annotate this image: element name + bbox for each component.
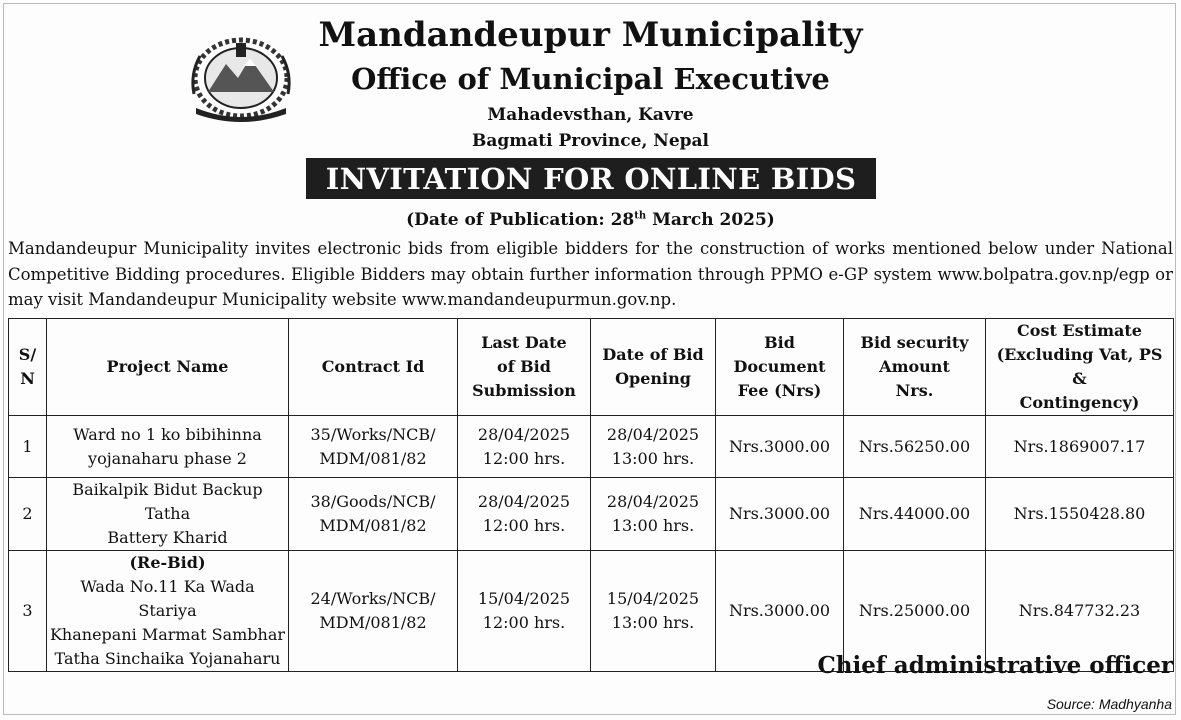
table-row — [9, 416, 1174, 478]
office-name: Office of Municipal Executive — [351, 62, 830, 96]
cell-contract-id: 38/Goods/NCB/ MDM/081/82 — [289, 478, 458, 551]
cell-last-date: 28/04/2025 12:00 hrs. — [458, 416, 591, 478]
cell-opening-date: 15/04/2025 13:00 hrs. — [591, 551, 716, 672]
header-last-date: Last Date of Bid Submission — [458, 319, 591, 416]
cell-cost-estimate: Nrs.847732.23 — [986, 551, 1174, 672]
cell-cost-estimate: Nrs.1869007.17 — [986, 416, 1174, 478]
address-line-2: Bagmati Province, Nepal — [472, 131, 709, 151]
cell-sn: 3 — [9, 551, 47, 672]
cell-contract-id: 24/Works/NCB/ MDM/081/82 — [289, 551, 458, 672]
intro-paragraph: Mandandeupur Municipality invites electronic bids from eligible bidders for the construction of works mentioned below under National Competitive Bidding procedures. Eligible Bidders may obtain further information through PPMO e-GP system www.bolpatra.gov.np/egp or may visit Mandandeupur Municipality website www.mandandeupurmun.gov.np. — [8, 239, 1173, 309]
header-contract-id: Contract Id — [289, 319, 458, 416]
table-row — [9, 478, 1174, 551]
cell-document-fee: Nrs.3000.00 — [716, 478, 844, 551]
table-header-row — [9, 319, 1174, 416]
cell-sn: 1 — [9, 416, 47, 478]
cell-project-name: Ward no 1 ko bibihinna yojanaharu phase 2 — [47, 416, 289, 478]
signatory-title: Chief administrative officer — [817, 652, 1173, 679]
cell-project-name: (Re-Bid) Wada No.11 Ka Wada Stariya Khanepani Marmat Sambhar Tatha Sinchaika Yojanaharu — [47, 551, 289, 672]
header-opening-date: Date of Bid Opening — [591, 319, 716, 416]
cell-bid-security: Nrs.56250.00 — [844, 416, 986, 478]
bids-table — [8, 318, 1174, 672]
cell-last-date: 28/04/2025 12:00 hrs. — [458, 478, 591, 551]
header-cost-estimate: Cost Estimate (Excluding Vat, PS & Contingency) — [986, 319, 1174, 416]
cell-sn: 2 — [9, 478, 47, 551]
header-document-fee: Bid Document Fee (Nrs) — [716, 319, 844, 416]
source-credit: Source: Madhyanha — [1046, 696, 1172, 712]
header-project-name: Project Name — [47, 319, 289, 416]
publication-date: (Date of Publication: 28th March 2025) — [406, 210, 775, 230]
rebid-note: (Re-Bid) — [129, 553, 206, 572]
cell-document-fee: Nrs.3000.00 — [716, 551, 844, 672]
cell-opening-date: 28/04/2025 13:00 hrs. — [591, 416, 716, 478]
cell-project-name: Baikalpik Bidut Backup Tatha Battery Kharid — [47, 478, 289, 551]
header-bid-security: Bid security Amount Nrs. — [844, 319, 986, 416]
cell-contract-id: 35/Works/NCB/ MDM/081/82 — [289, 416, 458, 478]
address-line-1: Mahadevsthan, Kavre — [487, 105, 694, 125]
municipality-name: Mandandeupur Municipality — [318, 15, 863, 55]
cell-cost-estimate: Nrs.1550428.80 — [986, 478, 1174, 551]
cell-document-fee: Nrs.3000.00 — [716, 416, 844, 478]
cell-bid-security: Nrs.25000.00 — [844, 551, 986, 672]
header-sn: S/ N — [9, 319, 47, 416]
cell-bid-security: Nrs.44000.00 — [844, 478, 986, 551]
cell-opening-date: 28/04/2025 13:00 hrs. — [591, 478, 716, 551]
notice-banner: INVITATION FOR ONLINE BIDS — [306, 158, 876, 199]
cell-last-date: 15/04/2025 12:00 hrs. — [458, 551, 591, 672]
